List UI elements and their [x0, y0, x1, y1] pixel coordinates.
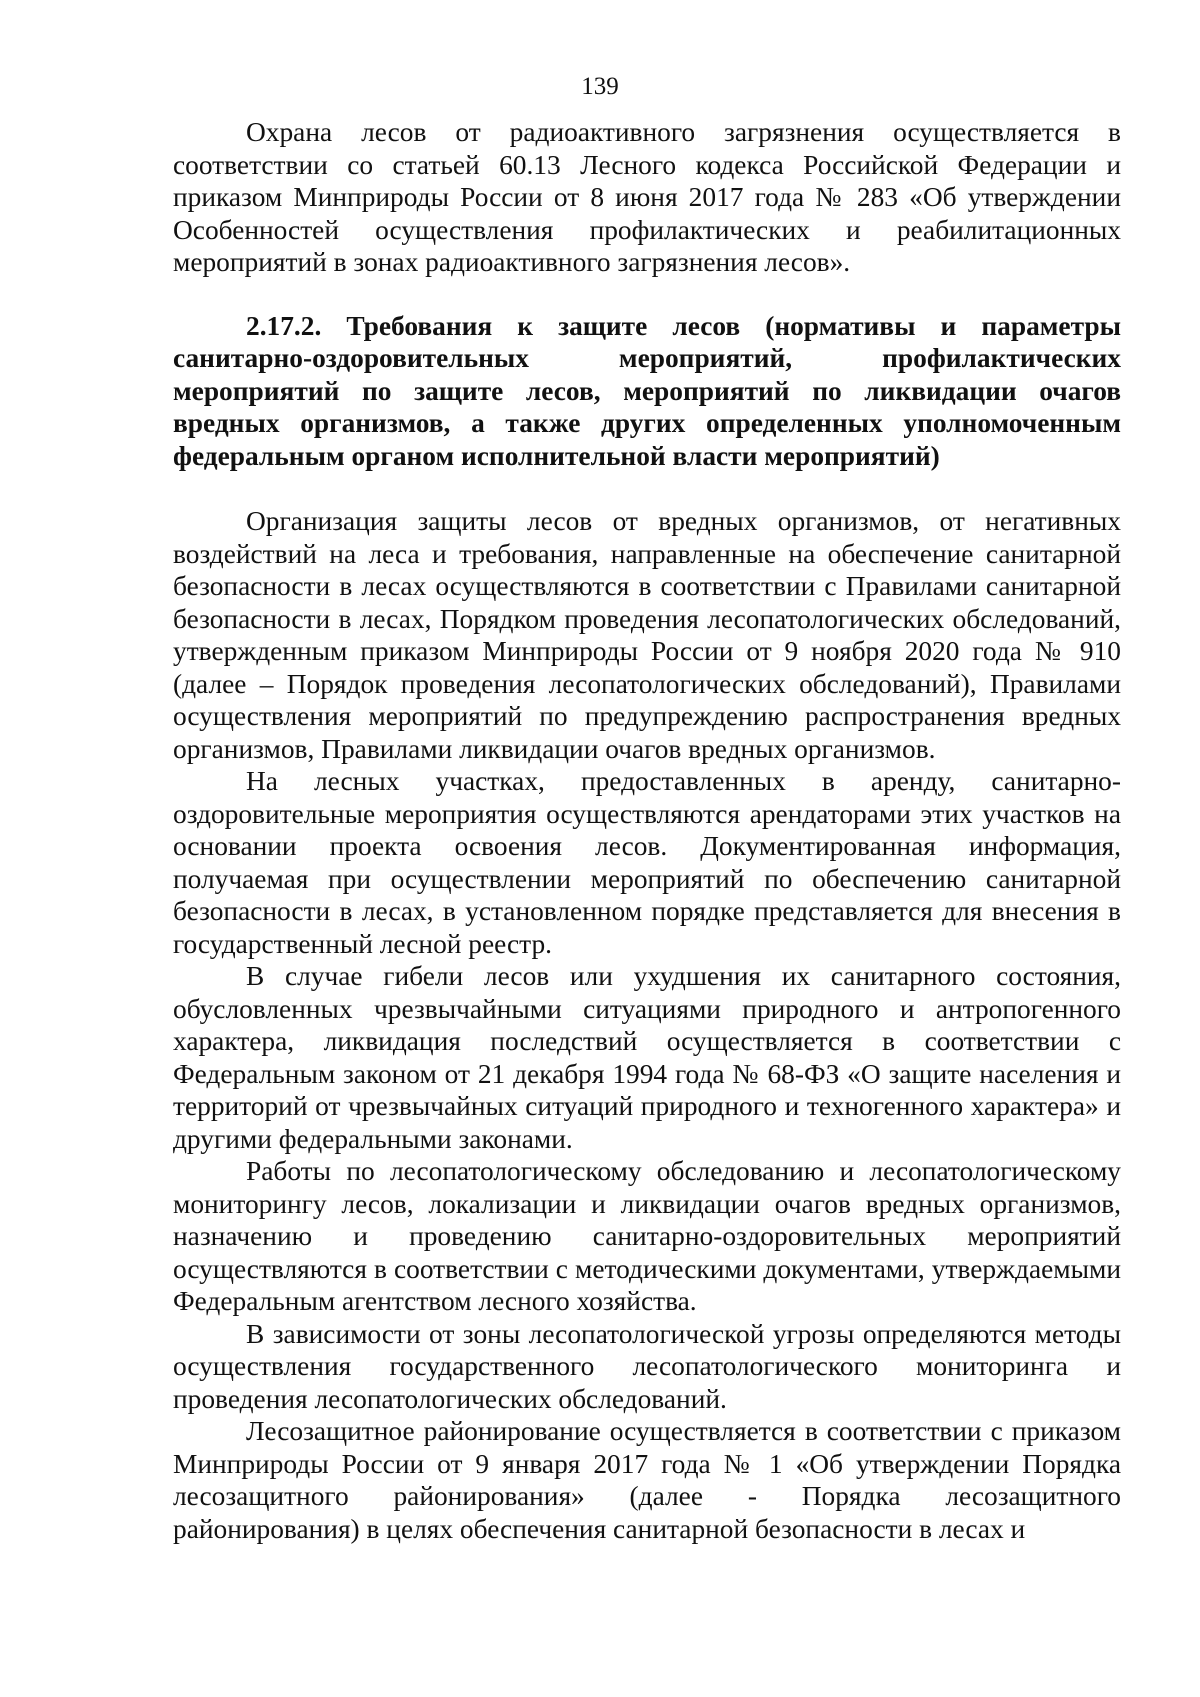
page-content: [173, 116, 1121, 1545]
paragraph-zoning: Лесозащитное районирование осуществляется в соответствии с приказом Минприроды России от 9 января 2017 года № 1 «Об утверждении Порядка лесозащитного районирования» (далее - Порядка лесозащитного районирования) в целях обеспечения санитарной безопасности в лесах и: [173, 1416, 1121, 1544]
page-number: 139: [581, 73, 619, 100]
paragraph-emergency: В случае гибели лесов или ухудшения их санитарного состояния, обусловленных чрезвычайными ситуациями природного и антропогенного характера, ликвидация последствий осуществляется в соответствии с Федеральным законом от 21 декабря 1994 года № 68-ФЗ «О защите населения и территорий от чрезвычайных ситуаций природного и техногенного характера» и другими федеральными законами.: [173, 961, 1121, 1154]
paragraph-leased-plots: На лесных участках, предоставленных в аренду, санитарно-оздоровительные мероприятия осуществляются арендаторами этих участков на основании проекта освоения лесов. Документированная информация, получаемая при осуществлении мероприятий по обеспечению санитарной безопасности в лесах, в установленном порядке представляется для внесения в государственный лесной реестр.: [173, 766, 1121, 959]
paragraph-radioactive-protection: Охрана лесов от радиоактивного загрязнения осуществляется в соответствии со статьей 60.13 Лесного кодекса Российской Федерации и приказом Минприроды России от 8 июня 2017 года № 283 «Об утверждении Особенностей осуществления профилактических и реабилитационных мероприятий в зонах радиоактивного загрязнения лесов».: [173, 117, 1121, 277]
paragraph-monitoring-works: Работы по лесопатологическому обследованию и лесопатологическому мониторингу лесов, локализации и ликвидации очагов вредных организмов, назначению и проведению санитарно-оздоровительных мероприятий осуществляются в соответствии с методическими документами, утверждаемыми Федеральным агентством лесного хозяйства.: [173, 1156, 1121, 1316]
paragraph-threat-zones: В зависимости от зоны лесопатологической угрозы определяются методы осуществления государственного лесопатологического мониторинга и проведения лесопатологических обследований.: [173, 1318, 1121, 1414]
section-heading: 2.17.2. Требования к защите лесов (нормативы и параметры санитарно-оздоровительных мероприятий, профилактических мероприятий по защите лесов, мероприятий по ликвидации очагов вредных организмов, а также других определенных уполномоченным федеральным органом исполнительной власти мероприятий): [173, 310, 1121, 471]
paragraph-organization: Организация защиты лесов от вредных организмов, от негативных воздействий на леса и требования, направленные на обеспечение санитарной безопасности в лесах осуществляются в соответствии с Правилами санитарной безопасности в лесах, Порядком проведения лесопатологических обследований, утвержденным приказом Минприроды России от 9 ноября 2020 года № 910 (далее – Порядок проведения лесопатологических обследований), Правилами осуществления мероприятий по предупреждению распространения вредных организмов, Правилами ликвидации очагов вредных организмов.: [173, 506, 1121, 764]
